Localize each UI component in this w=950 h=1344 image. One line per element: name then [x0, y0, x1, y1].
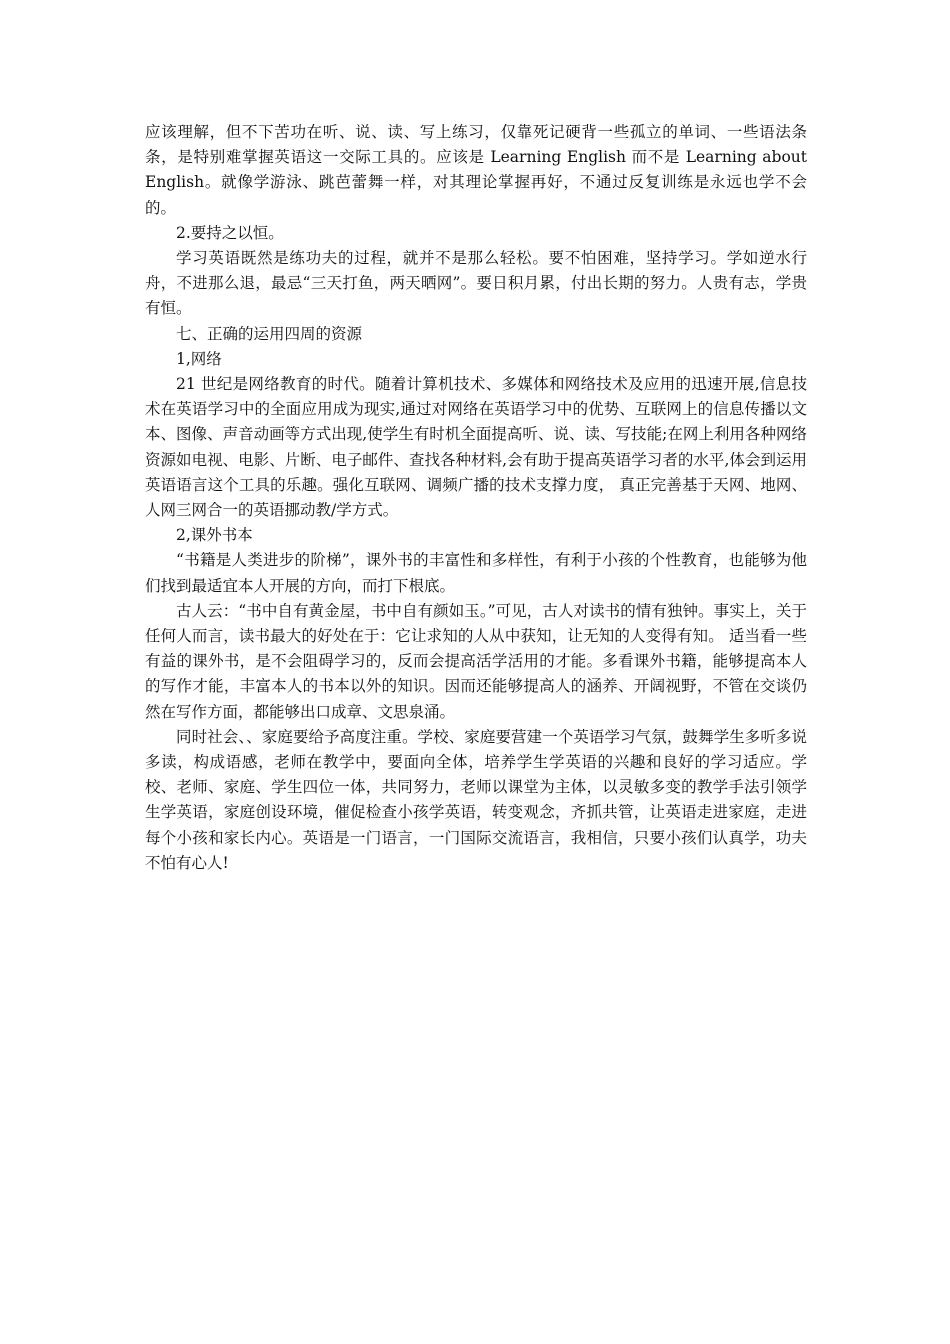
paragraph-books-quote: “书籍是人类进步的阶梯”，课外书的丰富性和多样性，有利于小孩的个性教育，也能够为他们找到最适宜本人开展的方向，而打下根底。 [145, 551, 807, 595]
subheading-network: 1,网络 [176, 349, 222, 368]
paragraph-conclusion: 同时社会、、家庭要给予高度注重。学校、家庭要营建一个英语学习气氛，鼓舞学生多听多说多读，构成语感，老师在教学中，要面向全体，培养学生学英语的兴趣和良好的学习适应。学校、老师、家庭、学生四位一体，共同努力，老师以课堂为主体，以灵敏多变的教学手法引领学生学英语，家庭创设环境，催促检查小孩学英语，转变观念，齐抓共管，让英语走进家庭，走进每个小孩和家长内心。英语是一门语言，一门国际交流语言，我相信，只要小孩们认真学，功夫不怕有心人! [145, 727, 807, 872]
point-heading-persevere: 2.要持之以恒。 [176, 223, 284, 242]
paragraph-network: 21 世纪是网络教育的时代。随着计算机技术、多媒体和网络技术及应用的迅速开展,信息技术在英语学习中的全面应用成为现实,通过对网络在英语学习中的优势、互联网上的信息传播以文本、图像、声音动画等方式出现,使学生有时机全面提高听、说、读、写技能;在网上利用各种网络资源如电视、电影、片断、电子邮件、查找各种材料,会有助于提高英语学习者的水平,体会到运用英语语言这个工具的乐趣。强化互联网、调频广播的技术支撑力度， 真正完善基于天网、地网、人网三网合一的英语挪动教/学方式。 [145, 375, 807, 520]
subheading-books: 2,课外书本 [176, 526, 253, 545]
paragraph-books-ancients: 古人云：“书中自有黄金屋，书中自有颜如玉。”可见，古人对读书的情有独钟。事实上，关于任何人而言，读书最大的好处在于：它让求知的人从中获知，让无知的人变得有知。 适当看一些有益的课外书，是不会阻碍学习的，反而会提高活学活用的才能。多看课外书籍，能够提高本人的写作才能，丰富本人的书本以外的知识。因而还能够提高人的涵养、开阔视野，不管在交谈仍然在写作方面，都能够出口成章、文思泉涌。 [145, 601, 807, 721]
paragraph-persevere: 学习英语既然是练功夫的过程，就并不是那么轻松。要不怕困难，坚持学习。学如逆水行舟，不进那么退，最忌“三天打鱼，两天晒网”。要日积月累，付出长期的努力。人贵有志，学贵有恒。 [145, 249, 807, 318]
document-body [145, 120, 807, 876]
section-heading-resources: 七、正确的运用四周的资源 [176, 324, 363, 343]
paragraph-continued: 应该理解，但不下苦功在听、说、读、写上练习，仅靠死记硬背一些孤立的单词、一些语法条条，是特别难掌握英语这一交际工具的。应该是 Learning English 而不是 Learning about English。就像学游泳、跳芭蕾舞一样，对其理论掌握再好，不通过反复训练是永远也学不会的。 [145, 123, 807, 217]
